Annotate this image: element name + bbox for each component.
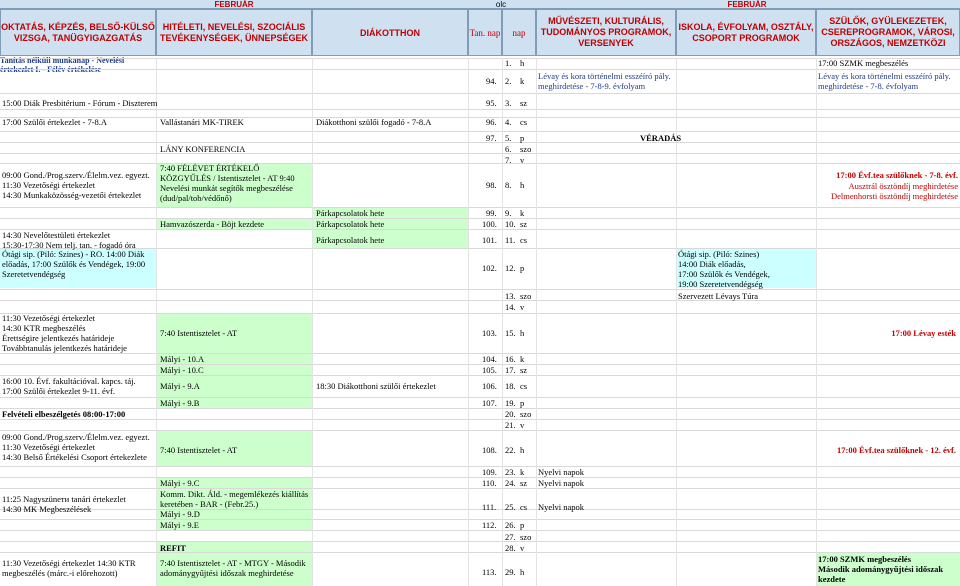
num-9: 99. (486, 208, 497, 218)
header-tan[interactable]: Tan. nap (468, 9, 502, 56)
wd-3: sz (520, 98, 528, 108)
cell-22-col6[interactable]: 17:00 Évf.tea szülőknek - 12. évf. (837, 445, 956, 455)
cell-1-col6[interactable]: 17:00 SZMK megbeszélés (818, 58, 909, 68)
day-7: 7. (505, 155, 512, 165)
num-16: 104. (482, 354, 497, 364)
cell-12-col1[interactable]: Ótági sip. (Piló: Szines) - RO. 14:00 Diák előadás, 17:00 Szülők és Vendégek, 19:00 Szeretetvendégség (2, 249, 146, 279)
cell-9-col3[interactable]: Párkapcsolatok hete (316, 208, 385, 218)
day-9: 9. (505, 208, 512, 218)
wd-28: v (520, 543, 525, 553)
num-5: 97. (486, 133, 497, 143)
cell-15-col2[interactable]: 7:40 Istentisztelet - AT (160, 328, 238, 338)
cell-5-col4[interactable]: VÉRADÁS (640, 133, 682, 143)
num-10: 100. (482, 219, 497, 229)
day-14: 14. (505, 302, 516, 312)
wd-15: h (520, 328, 525, 338)
cell-24-col2[interactable]: Mályi - 9.C (160, 478, 200, 488)
day-29: 29. (505, 567, 516, 577)
cell-8-col2b[interactable]: 7:40 FÉLÉVET ÉRTÉKELŐ KÖZGYŰLÉS / Istentisztelet - AT 9:40 Nevelési munkát segítők megbeszélése (dud/pal/tob/védőnő) (160, 163, 295, 203)
num-24: 110. (482, 478, 497, 488)
cell-4-col1[interactable]: 17:00 Szülői értekezlet - 7-8.A (2, 117, 108, 127)
wd-6: szo (520, 144, 532, 154)
day-5: 5. (505, 133, 512, 143)
num-19: 107. (482, 398, 497, 408)
cell-10-col3[interactable]: Párkapcsolatok hete (316, 219, 385, 229)
num-3: 95. (486, 98, 497, 108)
wd-12: p (520, 263, 525, 273)
day-3: 3. (505, 98, 512, 108)
grid-col-line (156, 58, 157, 586)
num-4: 96. (486, 117, 497, 127)
wd-23: k (520, 467, 525, 477)
cell-24-col4[interactable]: Nyelvi napok (538, 478, 585, 488)
header-nap[interactable]: nap (502, 9, 536, 56)
wd-18: cs (520, 381, 528, 391)
day-1: 1. (505, 58, 512, 68)
wd-26: p (520, 520, 525, 530)
header-iskola[interactable]: ISKOLA, ÉVFOLYAM, OSZTÁLY, CSOPORT PROGRAMOK (676, 9, 816, 56)
wd-22: h (520, 445, 525, 455)
header-muveszeti[interactable]: MŰVÉSZETI, KULTURÁLIS, TUDOMÁNYOS PROGRAMOK, VERSENYEK (536, 9, 676, 56)
day-18: 18. (505, 381, 516, 391)
day-15: 15. (505, 328, 516, 338)
day-24: 24. (505, 478, 516, 488)
cell-16-col2[interactable]: Mályi - 10.A (160, 354, 205, 364)
num-2: 94. (486, 76, 497, 86)
num-15: 103. (482, 328, 497, 338)
wd-29: h (520, 567, 525, 577)
cell-19-col2[interactable]: Mályi - 9.B (160, 398, 200, 408)
num-25: 111. (482, 502, 497, 512)
num-26: 112. (482, 520, 497, 530)
cell-22-col1[interactable]: 09:00 Gond./Prog.szerv./Élelm.vez. egyezt. 11:30 Vezetőségi értekezlet 14:30 Belső Értékelési Csoport értekezlete (2, 432, 150, 462)
header-oktatas[interactable]: OKTATÁS, KÉPZÉS, BELSŐ-KÜLSŐ VIZSGA, TANÜGYIGAZGATÁS (0, 9, 156, 56)
wd-13: szo (520, 291, 532, 301)
day-20: 20. (505, 409, 516, 419)
wd-8: h (520, 180, 525, 190)
num-17: 105. (482, 365, 497, 375)
cell-17-col2[interactable]: Mályi - 10.C (160, 365, 204, 375)
day-6: 6. (505, 144, 512, 154)
cell-10-col2[interactable]: Hamvazószerda - Böjt kezdete (160, 219, 265, 229)
header-hiteleti[interactable]: HITÉLETI, NEVELÉSI, SZOCIÁLIS TEVÉKENYSÉGEK, ÜNNEPSÉGEK (156, 9, 312, 56)
cell-29-col1[interactable]: 11:30 Vezetőségi értekezlet 14:30 KTR megbeszélés (márc.-i előrehozott) (2, 558, 136, 578)
month-mid: olc (468, 0, 534, 9)
wd-11: cs (520, 235, 528, 245)
cell-28-col2[interactable]: REFIT (160, 543, 186, 553)
cell-18-col2[interactable]: Mályi - 9.A (160, 381, 200, 391)
grid-col-line (536, 58, 537, 586)
cell-11-col3[interactable]: Párkapcsolatok hete (316, 235, 385, 245)
day-11: 11. (505, 235, 516, 245)
wd-27: szo (520, 532, 532, 542)
cell-15-col1[interactable]: 11:30 Vezetőségi értekezlet 14:30 KTR megbeszélés Érettségire jelentkezés határideje Továbbtanulás jelentkezés határideje (2, 313, 127, 353)
day-12: 12. (505, 263, 516, 273)
wd-20: szo (520, 409, 532, 419)
num-22: 108. (482, 445, 497, 455)
cell-25-col1[interactable]: 11:25 Nagyszünети tanári értekezlet 14:30 MK Megbeszélések (2, 494, 126, 514)
wd-7: v (520, 155, 525, 165)
cell-26-col2[interactable]: Mályi - 9.E (160, 520, 199, 530)
sub-tanitas: Tanítás nélküli munkanap - Nevelési értekezlet I. - Félév értékelése (0, 56, 125, 74)
cell-8-col6a[interactable]: 17:00 Évf.tea szülőknek - 7-8. évf. (836, 170, 958, 180)
cell-2-col6[interactable]: Lévay és kora történelmi esszéíró pály. meghirdetése - 7-8. évfolyam (818, 71, 951, 91)
cell-29-col2[interactable]: 7:40 Istentisztelet - AT - MTGY - Második adománygyűjtési időszak meghirdetése (160, 558, 306, 578)
wd-2: k (520, 76, 525, 86)
cell-25b-col2[interactable]: Mályi - 9.D (160, 509, 200, 519)
cell-8-col1[interactable]: 09:00 Gond./Prog.szerv./Élelm.vez. egyezt. 11:30 Vezetőségi értekezlet 14:30 Munkaközösség-vezetői értekezlet (2, 170, 150, 200)
month-right: FEBRUÁR (534, 0, 960, 9)
num-23: 109. (482, 467, 497, 477)
day-23: 23. (505, 467, 516, 477)
cell-15-col6[interactable]: 17:00 Lévay esték (891, 328, 956, 338)
num-12: 102. (482, 263, 497, 273)
num-29: 113. (482, 567, 497, 577)
wd-21: v (520, 420, 525, 430)
day-8: 8. (505, 180, 512, 190)
num-11: 101. (482, 235, 497, 245)
cell-13-col5[interactable]: Szervezett Lévays Túra (678, 291, 759, 301)
wd-5: p (520, 133, 525, 143)
cell-2-col4[interactable]: Lévay és kora történelmi esszéíró pály. meghirdetése - 7-8-9. évfolyam (538, 71, 671, 91)
month-left: FEBRUÁR (0, 0, 468, 9)
wd-4: cs (520, 117, 528, 127)
cell-29-col6[interactable]: 17:00 SZMK megbeszélés Második adománygyűjtési időszak kezdete (818, 554, 944, 584)
day-10: 10. (505, 219, 516, 229)
wd-25: cs (520, 502, 528, 512)
cell-4-col3[interactable]: Diákotthoni szülői fogadó - 7-8.A (316, 117, 432, 127)
cell-18-col3[interactable]: 18:30 Diákotthoni szülői értekezlet (316, 381, 436, 391)
wd-14: v (520, 302, 525, 312)
day-21: 21. (505, 420, 516, 430)
wd-19: p (520, 398, 525, 408)
cell-3-col1[interactable]: 15:00 Diák Presbitérium - Fórum - Diszterem (2, 98, 158, 108)
cell-8-col6b[interactable]: Ausztrál ösztöndíj meghirdetése Delmenhorsti ösztöndíj meghirdetése (831, 181, 958, 201)
wd-10: sz (520, 219, 528, 229)
header-szulok[interactable]: SZÜLŐK, GYÜLEKEZETEK, CSEREPROGRAMOK, VÁROSI, ORSZÁGOS, NEMZETKÖZI (816, 9, 960, 56)
day-19: 19. (505, 398, 516, 408)
cell-22-col2[interactable]: 7:40 Istentisztelet - AT (160, 445, 238, 455)
cell-18-col1[interactable]: 16:00 10. Évf. fakultációval. kapcs. táj. 17:00 Szülői értekezlet 9-11. évf. (2, 376, 136, 396)
cell-23-col4[interactable]: Nyelvi napok (538, 467, 585, 477)
cell-20-col1[interactable]: Felvételi elbeszélgetés 08:00-17:00 (2, 409, 126, 419)
day-13: 13. (505, 291, 516, 301)
grid-col-line (468, 58, 469, 586)
wd-1: h (520, 58, 525, 68)
wd-9: k (520, 208, 525, 218)
wd-17: sz (520, 365, 528, 375)
cell-4-col2[interactable]: Vallástanári MK-TIREK (160, 117, 244, 127)
day-25: 25. (505, 502, 516, 512)
day-4: 4. (505, 117, 512, 127)
cell-8-col2a[interactable]: LÁNY KONFERENCIA (160, 144, 246, 154)
day-2: 2. (505, 76, 512, 86)
day-28: 28. (505, 543, 516, 553)
header-diakotthon[interactable]: DIÁKOTTHON (312, 9, 468, 56)
day-16: 16. (505, 354, 516, 364)
cell-25-col2[interactable]: Komm. Dikt. Áld. - megemlékezés kiállítás keretében - BAR - (Febr.25.) (160, 489, 309, 509)
day-26: 26. (505, 520, 516, 530)
grid-col-line (502, 58, 503, 586)
day-27: 27. (505, 532, 516, 542)
wd-24: sz (520, 478, 528, 488)
wd-16: k (520, 354, 525, 364)
grid-col-line (312, 58, 313, 586)
num-8: 98. (486, 180, 497, 190)
cell-25-col4[interactable]: Nyelvi napok (538, 502, 585, 512)
num-18: 106. (482, 381, 497, 391)
cell-11-col1[interactable]: 14:30 Nevelőtestületi értekezlet 15:30-17:30 Nem telj. tan. - fogadó óra (2, 230, 136, 250)
grid-col-line (816, 58, 817, 586)
cell-12-col5[interactable]: Ótági sip. (Piló: Szines) 14:00 Diák előadás, 17:00 Szülők és Vendégek, 19:00 Szeretetvendégség (678, 249, 770, 289)
day-17: 17. (505, 365, 516, 375)
day-22: 22. (505, 445, 516, 455)
